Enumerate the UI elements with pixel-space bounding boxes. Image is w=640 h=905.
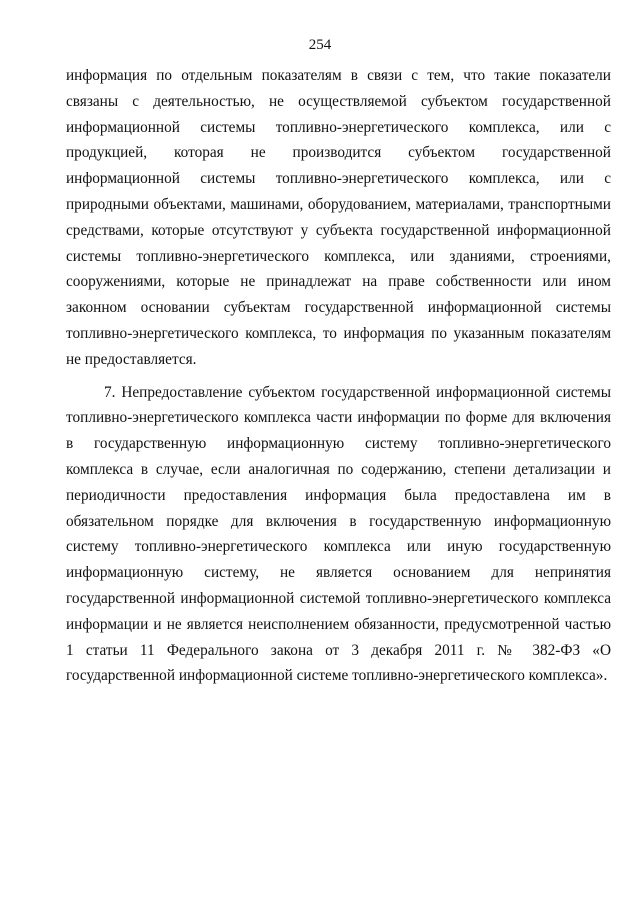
document-body bbox=[66, 63, 611, 689]
paragraph-item-7: 7. Непредоставление субъектом государственной информационной системы топливно-энергетического комплекса части информации по форме для включения в государственную информационную систему топливно-энергетического комплекса в случае, если аналогичная по содержанию, степени детализации и периодичности предоставления информация была предоставлена им в обязательном порядке для включения в государственную информационную систему топливно-энергетического комплекса или иную государственную информационную систему, не является основанием для непринятия государственной информационной системой топливно-энергетического комплекса информации и не является неисполнением обязанности, предусмотренной частью 1 статьи 11 Федерального закона от 3 декабря 2011 г. № 382-ФЗ «О государственной информационной системе топливно-энергетического комплекса». bbox=[66, 383, 611, 685]
page-number: 254 bbox=[308, 37, 332, 53]
paragraph-continuation: информация по отдельным показателям в связи с тем, что такие показатели связаны с деятельностью, не осуществляемой субъектом государственной информационной системы топливно-энергетического комплекса, или с продукцией, которая не производится субъектом государственной информационной системы топливно-энергетического комплекса, или с природными объектами, машинами, оборудованием, материалами, транспортными средствами, которые отсутствуют у субъекта государственной информационной системы топливно-энергетического комплекса, или зданиями, строениями, сооружениями, которые не принадлежат на праве собственности или ином законном основании субъектам государственной информационной системы топливно-энергетического комплекса, то информация по указанным показателям не предоставляется. bbox=[66, 67, 611, 368]
